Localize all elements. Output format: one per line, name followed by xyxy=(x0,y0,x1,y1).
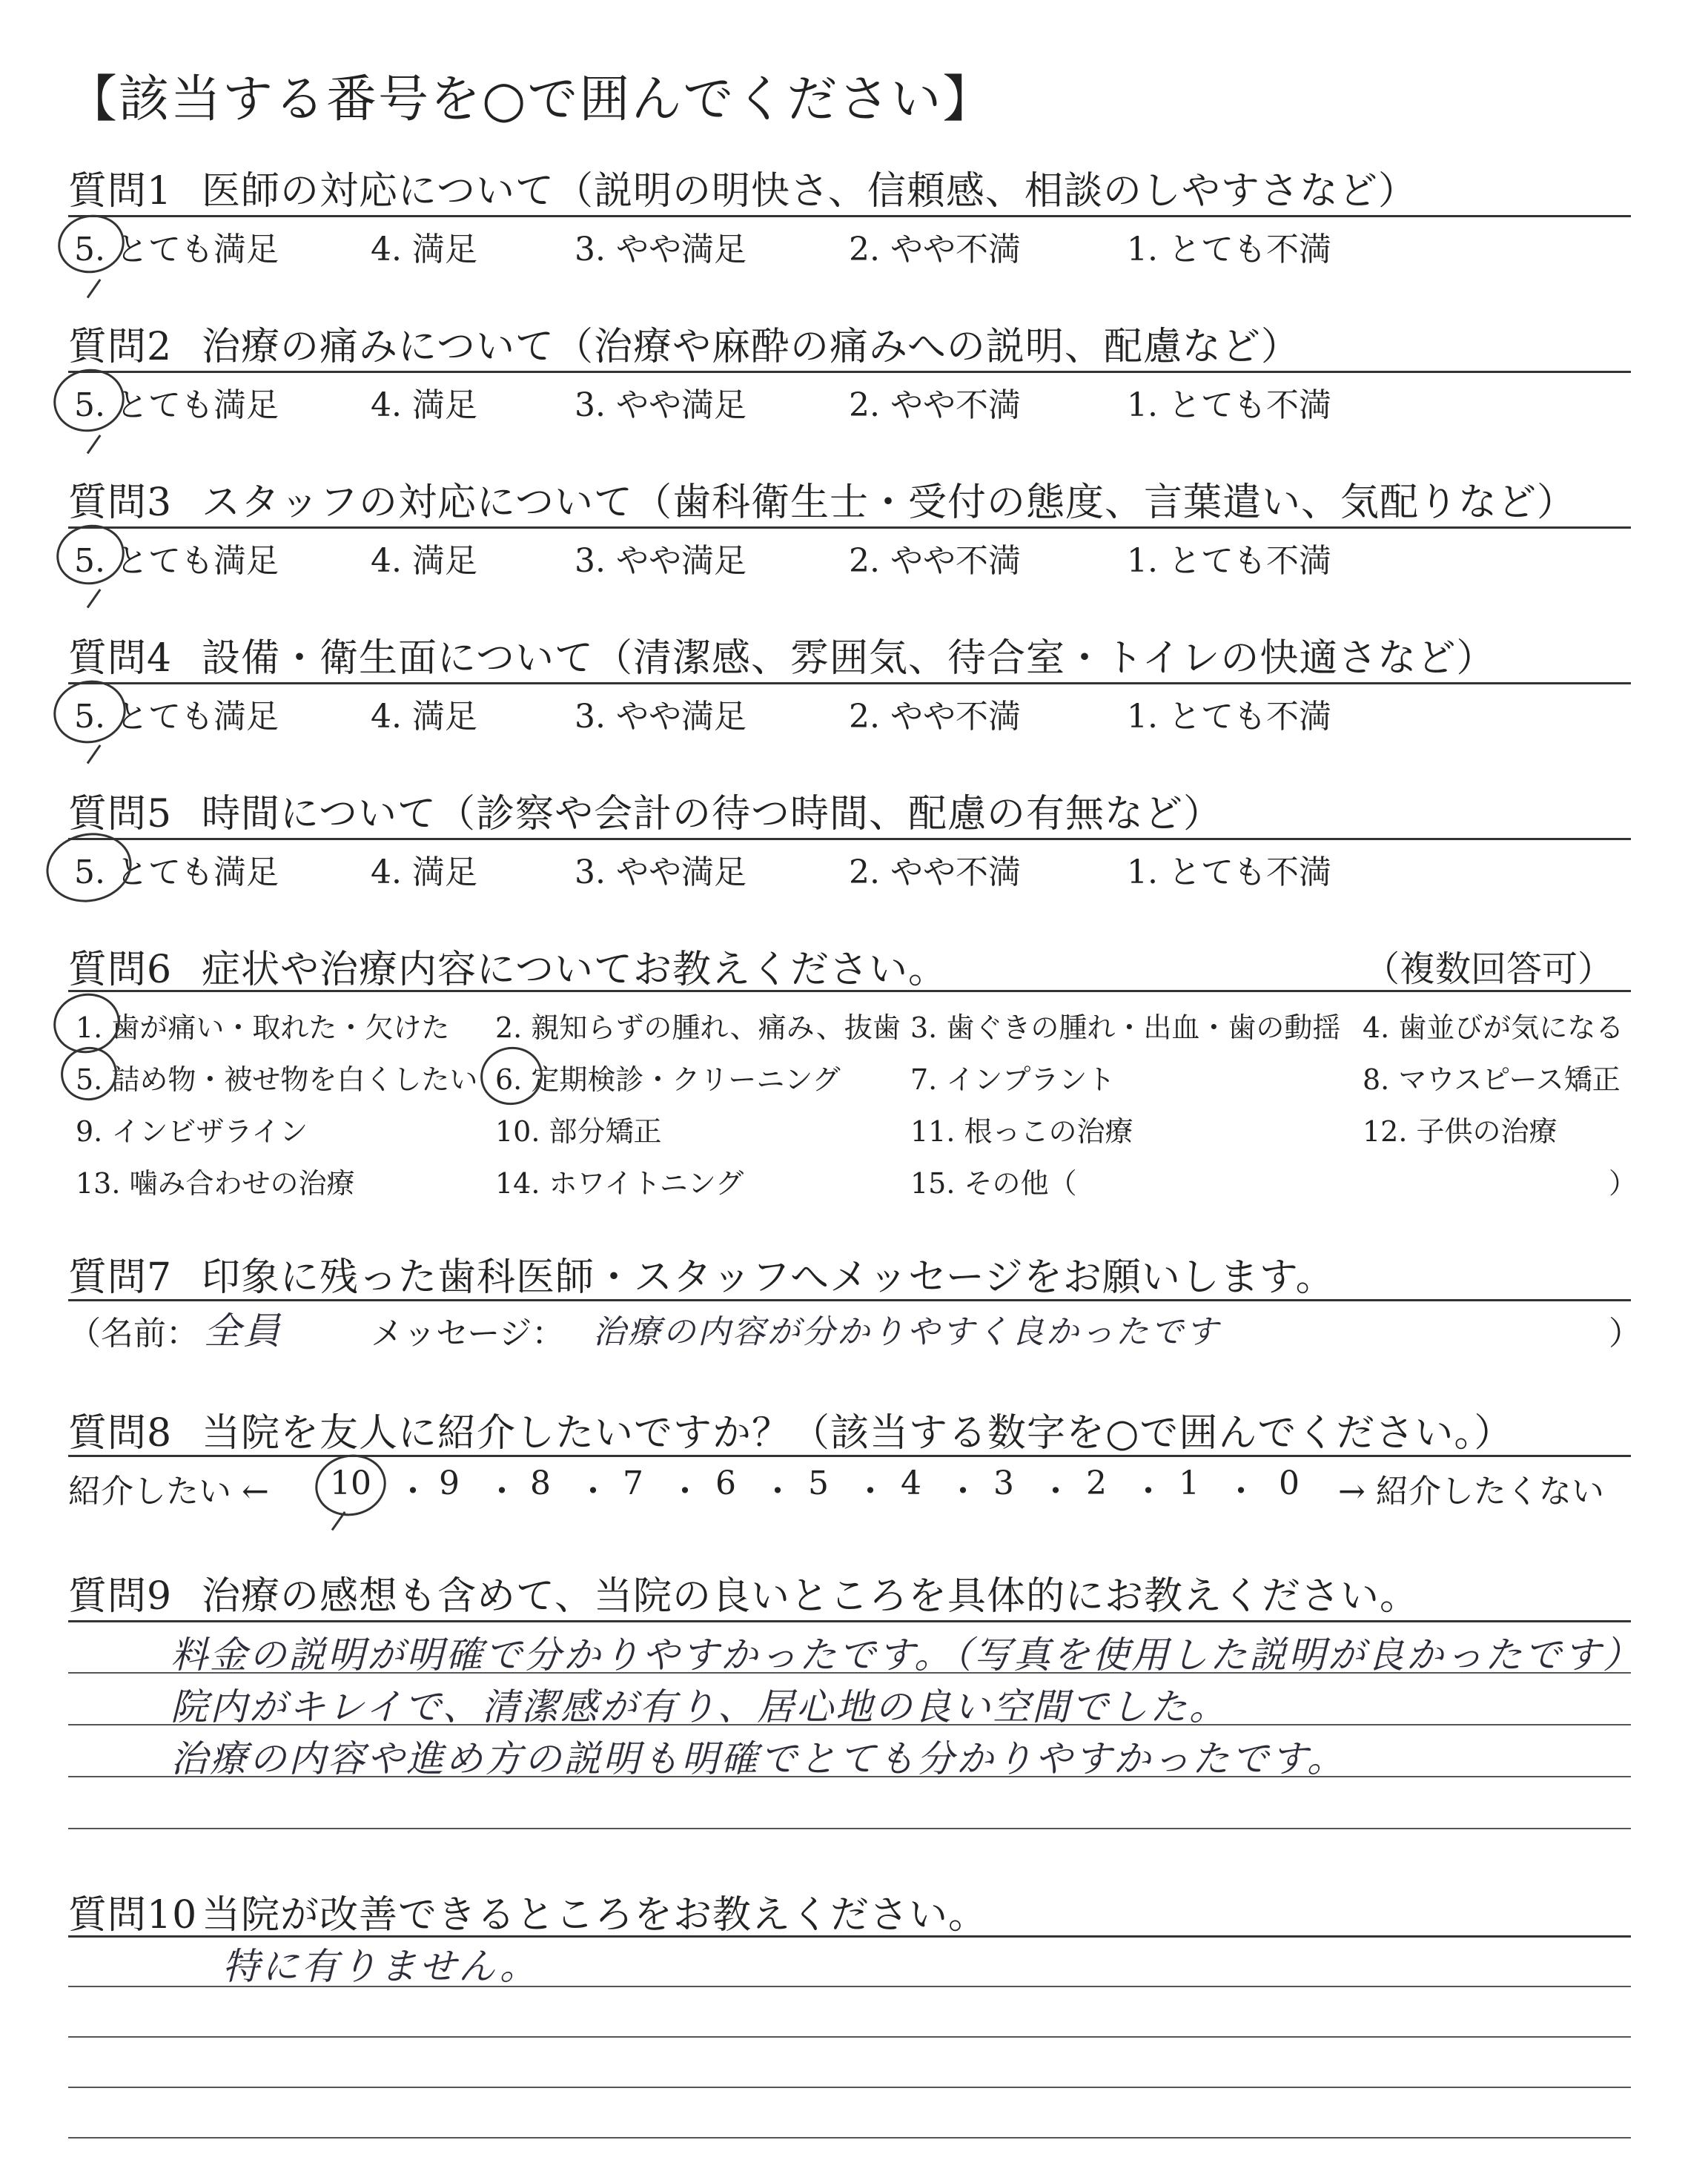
question-number: 質問1 xyxy=(68,169,173,214)
symptom-option-4[interactable]: 4. 歯並びが気になる xyxy=(1363,1011,1624,1044)
answer-rule xyxy=(68,1724,1631,1725)
answer-rule xyxy=(68,2036,1631,2038)
symptom-option-10[interactable]: 10. 部分矯正 xyxy=(495,1115,662,1148)
selection-tick xyxy=(87,435,102,454)
scale-dot: ・ xyxy=(669,1473,701,1510)
question-text: 治療の痛みについて（治療や麻酔の痛みへの説明、配慮など） xyxy=(202,325,1300,369)
option-5[interactable]: 5. とても満足 xyxy=(74,853,279,891)
question-heading xyxy=(68,938,947,994)
answer-line-2[interactable]: 院内がキレイで、清潔感が有り、居心地の良い空間でした。 xyxy=(171,1685,1228,1728)
option-5[interactable]: 5. とても満足 xyxy=(74,542,279,580)
option-1[interactable]: 1. とても不満 xyxy=(1127,386,1331,424)
option-1[interactable]: 1. とても不満 xyxy=(1127,853,1331,891)
selection-tick xyxy=(87,279,102,298)
symptom-option-3[interactable]: 3. 歯ぐきの腫れ・出血・歯の動揺 xyxy=(910,1011,1341,1044)
question-text: 当院を友人に紹介したいですか？（該当する数字を○で囲んでください。） xyxy=(202,1411,1514,1456)
answer-line-1[interactable]: 料金の説明が明確で分かりやすかったです。（写真を使用した説明が良かったです） xyxy=(171,1634,1642,1677)
option-5[interactable]: 5. とても満足 xyxy=(74,386,279,424)
option-3[interactable]: 3. やや満足 xyxy=(575,386,747,424)
divider xyxy=(68,371,1631,373)
divider xyxy=(68,838,1631,840)
recommend-right-label: → 紹介したくない xyxy=(1338,1473,1604,1510)
scale-7[interactable]: 7 xyxy=(623,1464,643,1502)
question-number: 質問7 xyxy=(68,1255,173,1300)
question-number: 質問3 xyxy=(68,480,173,525)
answer-line-3[interactable]: 治療の内容や進め方の説明も明確でとても分かりやすかったです。 xyxy=(171,1737,1346,1780)
question-heading xyxy=(68,1246,1335,1301)
symptom-option-11[interactable]: 11. 根っこの治療 xyxy=(910,1115,1133,1148)
option-5[interactable]: 5. とても満足 xyxy=(74,231,279,268)
answer-rule xyxy=(68,1776,1631,1777)
question-heading xyxy=(68,1565,1419,1620)
question-number: 質問10 xyxy=(68,1893,198,1938)
question-heading xyxy=(68,782,1222,838)
question-heading xyxy=(68,627,1495,682)
answer-rule xyxy=(68,2137,1631,2138)
message-label: メッセージ： xyxy=(371,1315,565,1353)
question-text: スタッフの対応について（歯科衛生士・受付の態度、言葉遣い、気配りなど） xyxy=(202,480,1576,525)
option-4[interactable]: 4. 満足 xyxy=(371,853,477,891)
question-number: 質問6 xyxy=(68,948,173,992)
answer-rule xyxy=(68,2087,1631,2088)
scale-0[interactable]: 0 xyxy=(1279,1464,1300,1502)
divider xyxy=(68,215,1631,217)
option-1[interactable]: 1. とても不満 xyxy=(1127,231,1331,268)
name-label: （名前： xyxy=(68,1315,199,1353)
question-text: 医師の対応について（説明の明快さ、信頼感、相談のしやすさなど） xyxy=(202,169,1417,214)
answer-rule xyxy=(68,1672,1631,1674)
symptom-option-2[interactable]: 2. 親知らずの腫れ、痛み、抜歯 xyxy=(495,1011,901,1044)
question-number: 質問8 xyxy=(68,1411,173,1456)
question-text: 治療の感想も含めて、当院の良いところを具体的にお教えください。 xyxy=(202,1574,1419,1619)
scale-dot: ・ xyxy=(761,1473,794,1510)
option-2[interactable]: 2. やや不満 xyxy=(849,853,1021,891)
scale-dot: ・ xyxy=(854,1473,887,1510)
form-title: 【該当する番号を○で囲んでください】 xyxy=(67,70,995,129)
option-2[interactable]: 2. やや不満 xyxy=(849,231,1021,268)
multi-answer-note: （複数回答可） xyxy=(1364,948,1614,990)
selection-circle xyxy=(475,1041,548,1111)
scale-8[interactable]: 8 xyxy=(530,1464,551,1502)
name-value[interactable]: 全員 xyxy=(204,1309,282,1353)
answer-line-1[interactable]: 特に有りません。 xyxy=(222,1945,539,1988)
option-4[interactable]: 4. 満足 xyxy=(371,386,477,424)
question-number: 質問5 xyxy=(68,792,173,836)
message-close-paren: ） xyxy=(1609,1315,1641,1353)
scale-5[interactable]: 5 xyxy=(808,1464,829,1502)
symptom-option-5[interactable]: 5. 詰め物・被せ物を白くしたい xyxy=(76,1063,478,1096)
scale-dot: ・ xyxy=(577,1473,609,1510)
question-heading xyxy=(68,315,1300,371)
selection-tick xyxy=(87,744,102,764)
option-2[interactable]: 2. やや不満 xyxy=(849,386,1021,424)
recommend-left-label: 紹介したい ← xyxy=(68,1473,269,1510)
question-text: 印象に残った歯科医師・スタッフへメッセージをお願いします。 xyxy=(202,1255,1335,1300)
scale-2[interactable]: 2 xyxy=(1086,1464,1107,1502)
divider xyxy=(68,526,1631,529)
question-text: 設備・衛生面について（清潔感、雰囲気、待合室・トイレの快適さなど） xyxy=(202,636,1496,681)
option-1[interactable]: 1. とても不満 xyxy=(1127,542,1331,580)
symptom-option-13[interactable]: 13. 噛み合わせの治療 xyxy=(76,1167,355,1200)
scale-10[interactable]: 10 xyxy=(330,1464,371,1502)
symptom-option-7[interactable]: 7. インプラント xyxy=(910,1063,1116,1096)
scale-dot: ・ xyxy=(1132,1473,1165,1510)
scale-4[interactable]: 4 xyxy=(901,1464,921,1502)
selection-circle xyxy=(310,1448,392,1522)
option-4[interactable]: 4. 満足 xyxy=(371,542,477,580)
option-5[interactable]: 5. とても満足 xyxy=(74,698,279,736)
question-number: 質問4 xyxy=(68,636,173,681)
divider xyxy=(68,1299,1631,1301)
option-2[interactable]: 2. やや不満 xyxy=(849,542,1021,580)
scale-1[interactable]: 1 xyxy=(1179,1464,1199,1502)
option-1[interactable]: 1. とても不満 xyxy=(1127,698,1331,736)
selection-circle xyxy=(47,363,130,438)
symptom-option-12[interactable]: 12. 子供の治療 xyxy=(1363,1115,1558,1148)
question-heading xyxy=(68,471,1576,526)
scale-dot: ・ xyxy=(397,1473,429,1510)
divider xyxy=(68,1455,1631,1457)
symptom-option-6[interactable]: 6. 定期検診・クリーニング xyxy=(495,1063,841,1096)
question-text: 時間について（診察や会計の待つ時間、配慮の有無など） xyxy=(202,792,1222,836)
divider xyxy=(68,682,1631,684)
scale-dot: ・ xyxy=(947,1473,979,1510)
divider xyxy=(68,990,1631,992)
option-3[interactable]: 3. やや満足 xyxy=(575,542,747,580)
question-text: 当院が改善できるところをお教えください。 xyxy=(202,1893,988,1938)
question-number: 質問2 xyxy=(68,325,173,369)
other-close-paren: ） xyxy=(1609,1167,1638,1200)
question-number: 質問9 xyxy=(68,1574,173,1619)
selection-circle xyxy=(47,674,131,750)
scale-6[interactable]: 6 xyxy=(715,1464,736,1502)
selection-tick xyxy=(87,589,102,608)
option-3[interactable]: 3. やや満足 xyxy=(575,698,747,736)
option-3[interactable]: 3. やや満足 xyxy=(575,231,747,268)
symptom-option-8[interactable]: 8. マウスピース矯正 xyxy=(1363,1063,1621,1096)
option-3[interactable]: 3. やや満足 xyxy=(575,853,747,891)
answer-rule xyxy=(68,1986,1631,1987)
answer-rule xyxy=(68,1828,1631,1829)
scale-9[interactable]: 9 xyxy=(439,1464,460,1502)
option-4[interactable]: 4. 満足 xyxy=(371,698,477,736)
scale-dot: ・ xyxy=(1225,1473,1257,1510)
option-2[interactable]: 2. やや不満 xyxy=(849,698,1021,736)
question-heading xyxy=(68,1883,987,1939)
symptom-option-15[interactable]: 15. その他（ xyxy=(910,1167,1077,1200)
question-heading xyxy=(68,1401,1513,1457)
symptom-option-1[interactable]: 1. 歯が痛い・取れた・欠けた xyxy=(76,1011,450,1044)
message-value[interactable]: 治療の内容が分かりやすく良かったです xyxy=(593,1313,1220,1351)
symptom-option-9[interactable]: 9. インビザライン xyxy=(76,1115,308,1148)
divider xyxy=(68,1620,1631,1622)
symptom-option-14[interactable]: 14. ホワイトニング xyxy=(495,1167,744,1200)
scale-3[interactable]: 3 xyxy=(993,1464,1014,1502)
question-text: 症状や治療内容についてお教えください。 xyxy=(202,948,947,992)
scale-dot: ・ xyxy=(1039,1473,1072,1510)
scale-dot: ・ xyxy=(486,1473,518,1510)
question-heading xyxy=(68,159,1417,215)
option-4[interactable]: 4. 満足 xyxy=(371,231,477,268)
